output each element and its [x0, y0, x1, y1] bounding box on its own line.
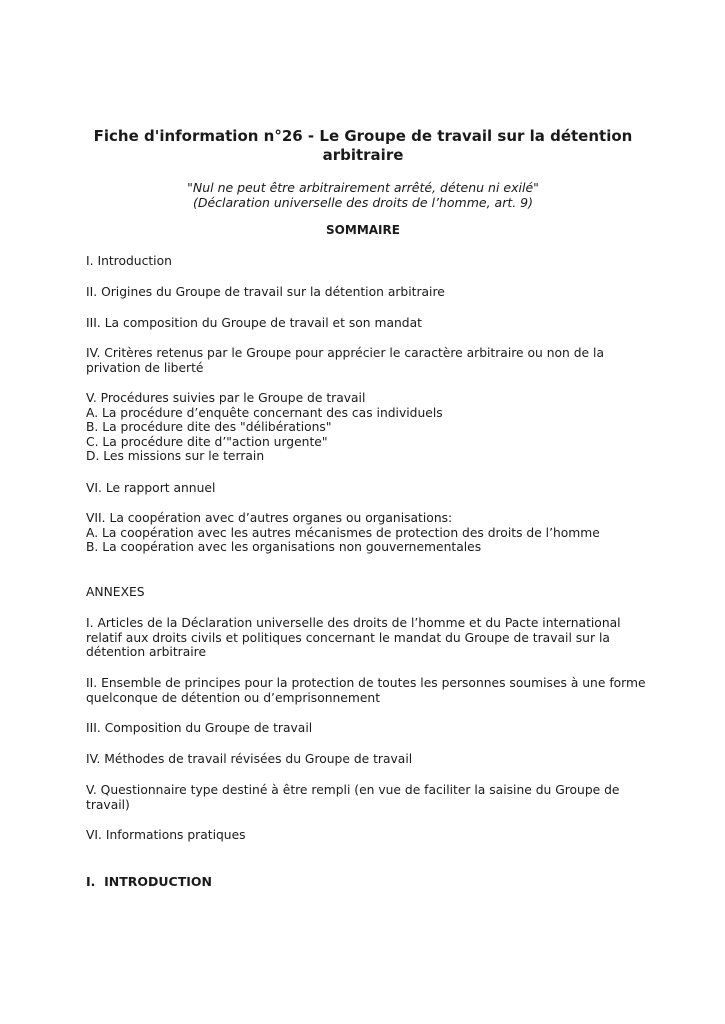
entry-line: privation de liberté: [86, 360, 204, 375]
sommaire-entry-6: [86, 481, 646, 496]
entry-subline: D. Les missions sur le terrain: [86, 449, 265, 463]
entry-line: VI. Informations pratiques: [86, 828, 246, 842]
entry-line: II. Origines du Groupe de travail sur la détention arbitraire: [86, 285, 445, 299]
sommaire-entry-3: [86, 316, 646, 331]
sommaire-entry-7: [86, 511, 646, 555]
section-heading-introduction: I. INTRODUCTION: [86, 874, 212, 889]
epigraph-quote: [86, 180, 640, 210]
entry-subline: C. La procédure dite d’"action urgente": [86, 434, 328, 449]
annex-entry-1: [86, 616, 646, 660]
entry-line: travail): [86, 797, 130, 812]
entry-line: V. Procédures suivies par le Groupe de travail: [86, 391, 366, 405]
entry-subline: B. La procédure dite des "délibérations": [86, 420, 332, 434]
entry-line: IV. Critères retenus par le Groupe pour apprécier le caractère arbitraire ou non de la: [86, 346, 604, 360]
annex-entry-5: [86, 783, 646, 812]
entry-line: II. Ensemble de principes pour la protection de toutes les personnes soumises à une forme: [86, 676, 646, 690]
entry-line: IV. Méthodes de travail révisées du Groupe de travail: [86, 752, 413, 766]
annex-entry-4: [86, 752, 646, 767]
entry-line: détention arbitraire: [86, 645, 207, 659]
entry-line: relatif aux droits civils et politiques concernant le mandat du Groupe de travail sur la: [86, 630, 610, 645]
sommaire-entry-4: [86, 346, 646, 375]
sommaire-entry-2: [86, 285, 646, 300]
quote-citation: (Déclaration universelle des droits de l’homme, art. 9): [192, 195, 534, 210]
annexes-heading: [86, 585, 646, 600]
entry-line: V. Questionnaire type destiné à être rempli (en vue de faciliter la saisine du Groupe de: [86, 783, 620, 797]
annex-entry-6: [86, 828, 646, 843]
entry-line: III. Composition du Groupe de travail: [86, 721, 313, 735]
entry-line: I. Introduction: [86, 254, 172, 268]
entry-line: VII. La coopération avec d’autres organes ou organisations:: [86, 511, 453, 525]
entry-subline: B. La coopération avec les organisations non gouvernementales: [86, 540, 482, 554]
annex-entry-3: [86, 721, 646, 736]
entry-line: I. Articles de la Déclaration universelle des droits de l’homme et du Pacte international: [86, 616, 621, 630]
annexes-heading-text: ANNEXES: [86, 585, 145, 599]
entry-subline: A. La coopération avec les autres mécanismes de protection des droits de l’homme: [86, 525, 600, 540]
sommaire-entry-5: [86, 391, 646, 464]
sommaire-entry-1: [86, 254, 646, 269]
entry-line: quelconque de détention ou d’emprisonnement: [86, 690, 381, 705]
entry-line: III. La composition du Groupe de travail et son mandat: [86, 316, 422, 330]
sommaire-heading: SOMMAIRE: [326, 223, 400, 237]
document-title: Fiche d'information n°26 - Le Groupe de travail sur la détention arbitraire: [93, 127, 633, 164]
quote-line: "Nul ne peut être arbitrairement arrêté, détenu ni exilé": [187, 180, 539, 195]
annex-entry-2: [86, 676, 646, 705]
entry-subline: A. La procédure d’enquête concernant des cas individuels: [86, 405, 443, 420]
entry-line: VI. Le rapport annuel: [86, 481, 216, 495]
